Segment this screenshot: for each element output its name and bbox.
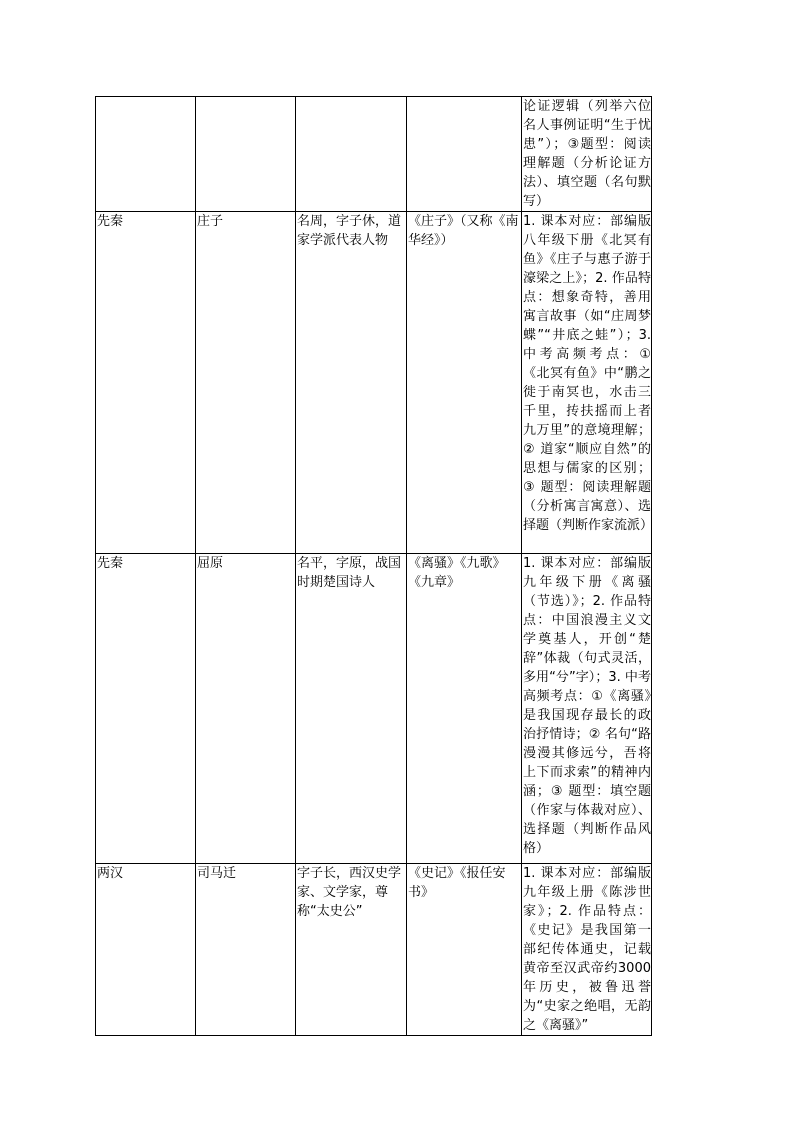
works-cell: 《离骚》《九歌》《九章》 — [407, 554, 522, 864]
notes-cell: 1. 课本对应：部编版八年级下册《北冥有鱼》《庄子与惠子游于濠梁之上》；2. 作品特点：想象奇特，善用寓言故事（如“庄周梦蝶”“井底之蛙”）；3. 中考高频考点：①《北冥有鱼》中“鹏之徙于南冥也，水击三千里，抟扶摇而上者九万里”的意境理解；② 道家“顺应自然”的思想与儒家的区别；③ 题型：阅读理解题（分析寓言寓意）、选择题（判断作家流派） — [522, 212, 652, 554]
intro-cell: 字子长，西汉史学家、文学家，尊称“太史公” — [296, 864, 407, 1036]
notes-cell: 1. 课本对应：部编版九年级上册《陈涉世家》；2. 作品特点：《史记》是我国第一部纪传体通史，记载黄帝至汉武帝约3000年历史，被鲁迅誉为“史家之绝唱，无韵之《离骚》” — [522, 864, 652, 1036]
table-row — [96, 97, 652, 212]
author-cell — [196, 97, 296, 212]
author-cell: 庄子 — [196, 212, 296, 554]
era-cell — [96, 97, 196, 212]
notes-cell: 1. 课本对应：部编版九年级下册《离骚（节选）》；2. 作品特点：中国浪漫主义文学奠基人，开创“楚辞”体裁（句式灵活，多用“兮”字）；3. 中考高频考点：①《离骚》是我国现存最长的政治抒情诗；② 名句“路漫漫其修远兮，吾将上下而求索”的精神内涵；③ 题型：填空题（作家与体裁对应）、选择题（判断作品风格） — [522, 554, 652, 864]
era-cell: 先秦 — [96, 554, 196, 864]
table-row — [96, 212, 652, 554]
intro-cell: 名平，字原，战国时期楚国诗人 — [296, 554, 407, 864]
works-cell: 《庄子》（又称《南华经》） — [407, 212, 522, 554]
era-cell: 先秦 — [96, 212, 196, 554]
intro-cell: 名周，字子休，道家学派代表人物 — [296, 212, 407, 554]
table-row — [96, 864, 652, 1036]
author-cell: 屈原 — [196, 554, 296, 864]
era-cell: 两汉 — [96, 864, 196, 1036]
works-cell — [407, 97, 522, 212]
table-row — [96, 554, 652, 864]
literature-table — [95, 96, 652, 1036]
intro-cell — [296, 97, 407, 212]
author-cell: 司马迁 — [196, 864, 296, 1036]
notes-cell: 论证逻辑（列举六位名人事例证明“生于忧患”）；③题型：阅读理解题（分析论证方法）、填空题（名句默写） — [522, 97, 652, 212]
works-cell: 《史记》《报任安书》 — [407, 864, 522, 1036]
